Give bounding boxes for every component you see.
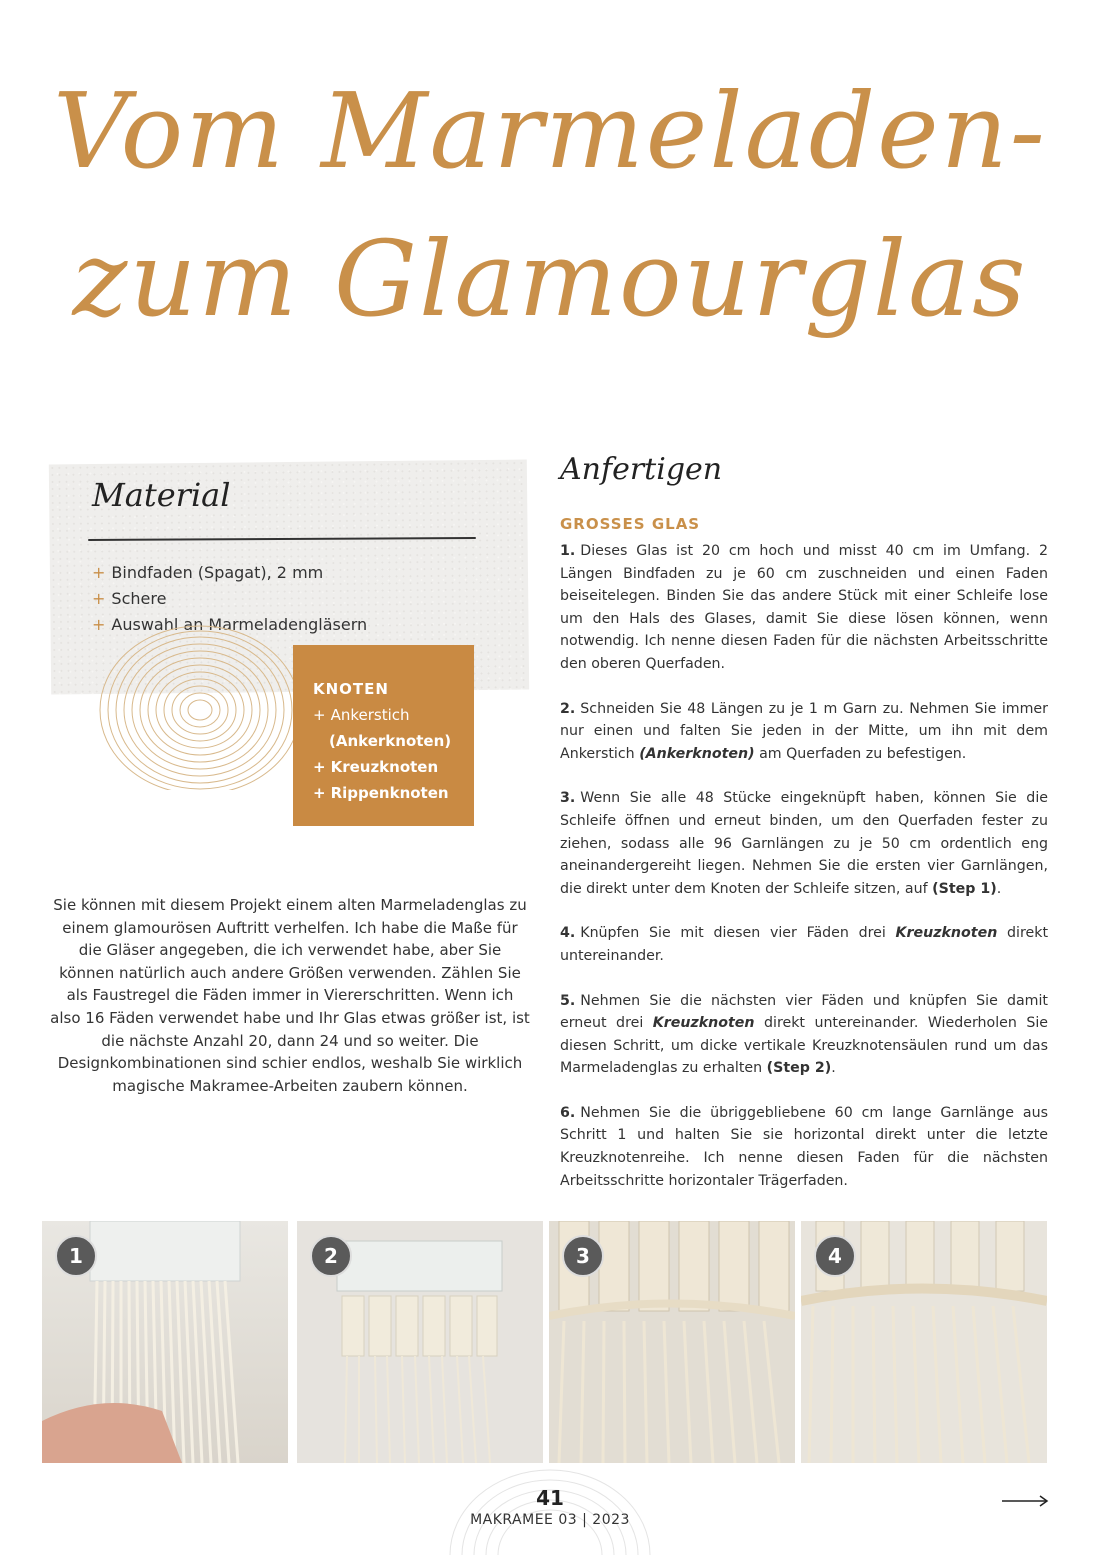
steps — [560, 540, 1048, 1214]
step-3: 3. Wenn Sie alle 48 Stücke eingeknüpft haben, können Sie die Schleife öffnen und erneut binden, um den Querfaden fester zu ziehen, sodass alle 96 Garnlängen zu je 50 cm ordentlich eng aneinandergereiht liegen. Nehmen Sie die ersten vier Garnlängen, die direkt unter dem Knoten der Schleife sitzen, auf (Step 1). — [560, 790, 1048, 897]
material-heading: Material — [92, 476, 231, 514]
step-4: 4. Knüpfen Sie mit diesen vier Fäden drei Kreuzknoten direkt untereinander. — [560, 925, 1049, 964]
step-photo-2 — [297, 1221, 543, 1463]
step-6: 6. Nehmen Sie die übriggebliebene 60 cm lange Garnlänge aus Schritt 1 und halten Sie sie horizontal direkt unter die letzte Kreuzknotenreihe. Ich nenne diesen Faden für die nächsten Arbeitsschritte horizontaler Trägerfaden. — [560, 1104, 1048, 1189]
step-badge: 1 — [55, 1235, 97, 1277]
step-2: 2. Schneiden Sie 48 Längen zu je 1 m Garn zu. Nehmen Sie immer nur einen und falten Sie jeden in der Mitte, um ihn mit dem Ankerstich (Ankerknoten) am Querfaden zu befestigen. — [560, 700, 1048, 762]
anfertigen-heading: Anfertigen — [560, 452, 723, 487]
material-item: + Schere — [92, 589, 167, 608]
step-photo-3 — [549, 1221, 795, 1463]
arrow-right-icon — [1000, 1494, 1050, 1508]
material-item: + Bindfaden (Spagat), 2 mm — [92, 563, 324, 582]
knoten-item: + Ankerstich — [313, 706, 410, 724]
magazine-issue: MAKRAMEE 03 | 2023 — [470, 1512, 630, 1528]
knoten-item: + Rippenknoten — [313, 784, 449, 802]
step-badge: 4 — [814, 1235, 856, 1277]
step-badge: 2 — [310, 1235, 352, 1277]
step-5: 5. Nehmen Sie die nächsten vier Fäden und knüpfen Sie damit erneut drei Kreuzknoten direkt untereinander. Wiederholen Sie diesen Schritt, um dicke vertikale Kreuzknotensäulen rund um das Marmeladenglas zu erhalten (Step 2). — [560, 992, 1049, 1077]
step-badge: 3 — [562, 1235, 604, 1277]
knoten-list — [313, 702, 474, 806]
title-line-1: Vom Marmeladen- — [53, 70, 1047, 192]
knoten-heading: KNOTEN — [313, 680, 389, 698]
footer-rings-decoration — [440, 1465, 660, 1555]
concentric-rings-decoration — [90, 620, 300, 790]
material-item: + Auswahl an Marmeladengläsern — [92, 615, 368, 634]
step-photo-4 — [801, 1221, 1047, 1463]
knoten-box — [293, 645, 474, 826]
knoten-item: + Kreuzknoten — [313, 758, 439, 776]
title-line-2: zum Glamourglas — [72, 218, 1028, 340]
section-heading: GROSSES GLAS — [560, 515, 701, 533]
knoten-item-sub: (Ankerknoten) — [329, 732, 452, 750]
intro-text: Sie können mit diesem Projekt einem alten Marmeladenglas zu einem glamourösen Auftritt verhelfen. Ich habe die Maße für die Gläser angegeben, die ich verwendet habe, aber Sie können natürlich auch andere Größen verwenden. Zählen Sie als Faustregel die Fäden immer in Viererschritten. Wenn ich also 16 Fäden verwendet habe und Ihr Glas etwas größer ist, ist die nächste Anzahl 20, dann 24 und so weiter. Die Designkombinationen sind schier endlos, weshalb Sie wirklich magische Makramee-Arbeiten zaubern können. — [50, 896, 530, 1095]
page-number: 41 — [536, 1486, 564, 1510]
step-photo-1 — [42, 1221, 288, 1463]
step-1: 1. Dieses Glas ist 20 cm hoch und misst 40 cm im Umfang. 2 Längen Bindfaden zu je 60 cm zuschneiden und einen Faden beiseitelegen. Binden Sie das andere Stück mit einer Schleife lose um den Hals des Glases, damit Sie diese lösen können, wenn notwendig. Ich nenne diesen Faden für die nächsten Arbeitsschritte den oberen Querfaden. — [560, 543, 1048, 672]
